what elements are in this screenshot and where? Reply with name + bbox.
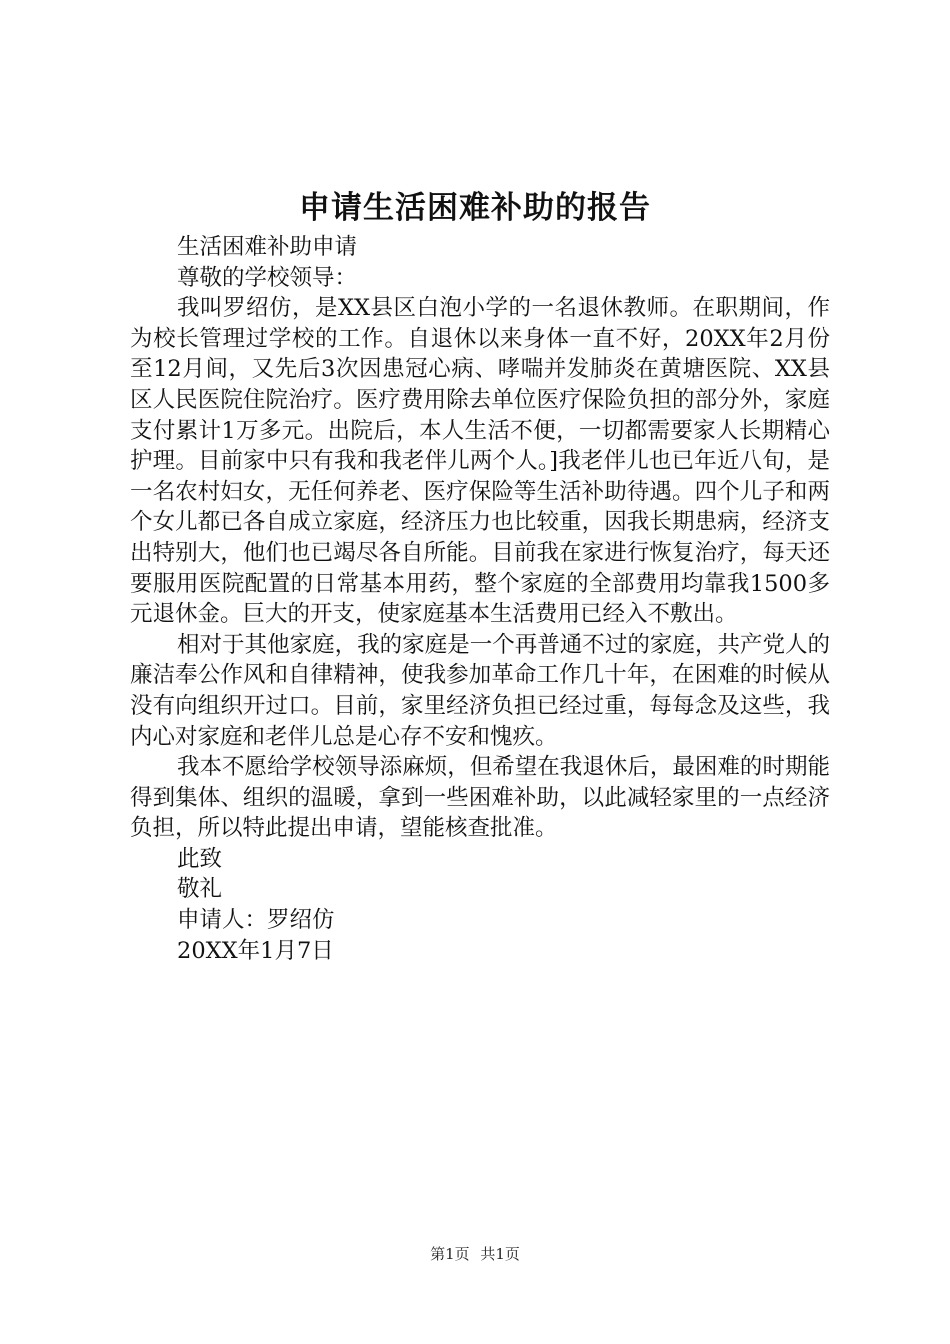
salutation: 尊敬的学校领导： (177, 264, 358, 291)
page-number: 第1页 (430, 1245, 470, 1263)
applicant-signature: 申请人：罗绍仿 (177, 907, 335, 934)
document-title: 申请生活困难补助的报告 (299, 190, 651, 226)
closing-salute: 此致 (177, 845, 223, 872)
closing-regards: 敬礼 (177, 876, 223, 903)
subject-line: 生活困难补助申请 (177, 234, 358, 260)
document-body (130, 232, 830, 966)
paragraph-2: 相对于其他家庭，我的家庭是一个再普通不过的家庭，共产党人的廉洁奉公作风和自律精神，使我参加革命工作几十年，在困难的时候从没有向组织开过口。目前，家里经济负担已经过重，每每念及这些，我内心对家庭和老伴儿总是心存不安和愧疚。 (130, 631, 830, 750)
page-total: 共1页 (480, 1245, 520, 1263)
document-date: 20XX年1月7日 (177, 937, 334, 964)
page-footer (0, 1242, 950, 1266)
paragraph-3: 我本不愿给学校领导添麻烦，但希望在我退休后，最困难的时期能得到集体、组织的温暖，拿到一些困难补助，以此减轻家里的一点经济负担，所以特此提出申请，望能核查批准。 (130, 754, 830, 842)
paragraph-1: 我叫罗绍仿，是XX县区白泡小学的一名退休教师。在职期间，作为校长管理过学校的工作。自退休以来身体一直不好，20XX年2月份至12月间，又先后3次因患冠心病、哮喘并发肺炎在黄塘医院、XX县区人民医院住院治疗。医疗费用除去单位医疗保险负担的部分外，家庭支付累计1万多元。出院后，本人生活不便，一切都需要家人长期精心护理。目前家中只有我和我老伴儿两个人。]我老伴儿也已年近八旬，是一名农村妇女，无任何养老、医疗保险等生活补助待遇。四个儿子和两个女儿都已各自成立家庭，经济压力也比较重，因我长期患病，经济支出特别大，他们也已竭尽各自所能。目前我在家进行恢复治疗，每天还要服用医院配置的日常基本用药，整个家庭的全部费用均靠我1500多元退休金。巨大的开支，使家庭基本生活费用已经入不敷出。 (130, 295, 830, 628)
